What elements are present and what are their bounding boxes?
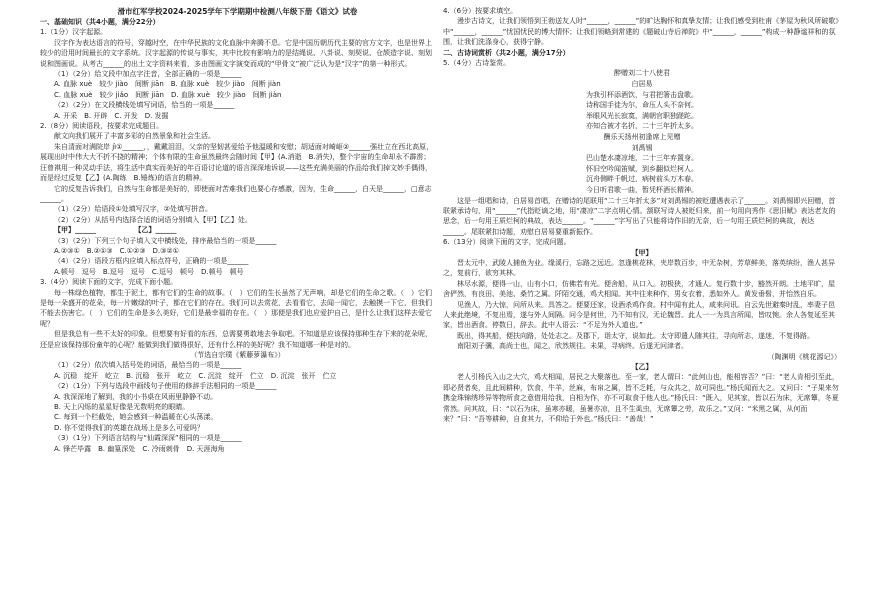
left-line: 汉字作为表达语言的符号，穿越时空，在中华民族的文化血脉中奔腾不息。它是中国历朝历代主要的官方文字，也是世界上较少的沿用时间最长的文字系统。汉字起源的传说与事实，其中比较有影响力的是结绳说、八卦说、刻契说、仓颉造字说、刻划说和图画说。从考古______的出土文字资料来看，多由图画文字演变而成的“甲骨文”被广泛认为是“汉字”的第一种形式。 [40,38,432,68]
right-line: 4.（6分）按要求填空。 [443,7,518,15]
left-line: 3.（4分）阅读下面的文字，完成下面小题。 [40,278,178,287]
left-line: A. 锋芒毕露 B. 幽篁深处 C. 冷雨刺骨 D. 天涯海角 [54,444,225,453]
left-line: A.顿号 逗号 B.逗号 逗号 C.逗号 顿号 D.顿号 顿号 [54,267,244,276]
right-line: 晋太元中，武陵人捕鱼为业。缘溪行，忘路之远近。忽逢桃花林，夹岸数百步，中无杂树，芳草鲜美，落英缤纷，渔人甚异之，复前行，欲穷其林。 [443,259,835,278]
right-line: 【甲】 [631,248,653,257]
left-line: 每一株绿色植物，都生于泥土，都有它们的生命的故事。（ ）它们的生长虽然了无声响，却是它们的生命之歌。（ ）它们是每一朵盛开的花朵，每一片嫩绿的叶子，都在它们的存在。我们可以去赏花，去看看它，去闻一闻它，去触摸一下它，但我们不能去伤害它。（ ）它们的生命是多么美好，它们是最幸福的存在。（ ）那便是我们也应爱护自己，是什么让我们这样去爱它呢？ [40,288,432,328]
right-line: 怀旧空吟闻笛赋，到乡翻似烂柯人。 [586,164,698,173]
left-line: 1.（1分）汉字起源。 [40,28,108,37]
left-line: 一、基础知识（共4小题，满分22分） [40,18,160,26]
left-line: （3）（2分）下列三个句子填入文中横线处，排序最恰当的一项是______ [54,236,277,245]
right-line: 这是一组唱和诗，白居易首唱，在赠诗的尾联用“二十三年折太多”对刘禹锡的被贬遭遇表示了______。刘禹锡即兴回赠，首联紧承诗句，用“______”代指贬谪之地，用“凄凉”二字点明心情。颔联写诗人被贬归来，前一句用向秀作《思旧赋》表达老友的思念，后一句用王质烂柯的典故，表达______。“______”字写出了只能将诗作旧的无奈，后一句用王质烂柯的典故，表达______。尾联紧扣诗题，劝慰白居易要重新振作。 [443,196,836,236]
left-line: A. 血脉 xuè 较少 jiào 间断 jiān B. 血脉 xuè 较少 jiào 间断 jiàn [54,80,281,89]
right-line: 【乙】 [631,363,653,372]
right-line: 二、古诗词赏析（共2小题，满分17分） [443,48,570,57]
right-line: 5.（4分）古诗鉴赏。 [443,59,511,68]
left-column [40,6,435,454]
left-line: （3）（1分）下列语言结构与“仙霞深深”相同的一项是______ [54,434,242,443]
left-line: （4）（2分）语段方框内应填入标点符号，正确的一项是______ [54,257,249,266]
left-line: （1）（2分）依次填入括号处的词语，最恰当的一项是______ [54,361,242,370]
left-line: （2）（1分）下列与选段中画线句子使用的修辞手法相同的一项是______ [54,382,277,391]
right-column [443,6,841,425]
left-line: C. 每到一个栏截处，她会感到一种温暖在心头荡漾。 [54,413,218,422]
right-line: 既出，得其船，便扶向路，处处志之。及郡下，诣太守，说如此。太守即遣人随其往，寻向所志，遂迷，不复得路。 [457,331,814,340]
left-line: 它的反复告诉我们，自然与生命都是美好的，即使面对苦难我们也要心存感激，因为，生命______，白天是______，□意志______。 [40,184,432,203]
left-line: A. 开采 B. 开辟 C. 开发 D. 发掘 [54,111,169,120]
left-line: 滑市红军学校2024-2025学年下学期期中检测八年级下册《语文》试卷 [117,7,358,16]
left-line: 献文向我们展开了丰富多彩的自然景象和社会生活。 [54,132,215,141]
right-line: 南阳刘子骥，高尚士也，闻之，欣然规往。未果，寻病终。后遂无问津者。 [457,342,688,351]
right-line: 林尽水源，便得一山，山有小口，仿佛若有光。便舍船，从口入。初极狭，才通人。复行数十步，豁然开朗。土地平旷，屋舍俨然，有良田、美池、桑竹之属。阡陌交通，鸡犬相闻。其中往来种作，男女衣着，悉如外人。黄发垂髫，并怡然自乐。 [443,279,835,299]
right-line: （陶渊明《桃花源记》） [767,352,841,361]
right-line: 老人引杨氏入山之大穴，鸡犬相闻，居民之大聚落也。至一家，老人谓曰：“此何山也，能相容否？”曰：“老人肯相引至此，即必贤者矣，且此间耕种，饮食，牛羊，丝麻，布帛之属，皆不乏耗，与众共之，故可同也。”杨氏闻而大之。又问曰：“子果来勿携金珠锦绣珍异等物所食之意借用给我，自相为作，亦不可取食于他人也。”杨氏曰：“既入，见其家，皆以石为床，无席簟，冬夏常然。问其故，曰：“以石为床，虽寒亦暖，虽暑亦凉，且不生虱虫，无席簟之劳，故乐之。”又问：“米黑之属，从何而来？”曰：“吾等耕种，自食其力，不仰给于外也。”杨氏曰：“善哉！” [443,373,839,424]
right-line: 6.（13分）阅读下面的文字，完成问题。 [443,238,571,247]
right-line: 今日听君歌一曲，暂凭杯酒长精神。 [586,185,698,194]
left-line: （节选自宗璞《紫藤萝瀑布》） [190,351,285,359]
right-line: 举眼风光长寂寞，满朝官职独蹉跎。 [586,111,698,120]
right-line: 沉舟侧畔千帆过，病树前头万木春。 [586,175,698,184]
left-line: （2）（2分）在文段横线处填写词语，恰当的一项是______ [54,101,235,110]
right-line: 漫步古诗文，让我们领悟到王勃送友人时“______，______”的旷达胸怀和真挚友情；让我们感受到杜甫《茅屋为秋风所破歌》中“______，______”忧国忧民的博大情怀；让我们领略到常建的《题破山寺后禅院》中“______，______”构成一种静谧祥和的氛围，让我们洗涤身心，获得宁静。 [443,17,839,47]
right-line: 诗称国手徒为尔，命压人头不奈何。 [586,101,698,110]
right-line: 亦知合被才名折，二十三年折太多。 [586,122,698,131]
left-line: C. 血脉 xuè 较少 jiǎo 间断 jiān D. 血脉 xuè 较少 jiào 间断 jiàn [54,90,282,99]
left-line: （2）（2分）从括号内选择合适的词语分别填入【甲】【乙】处。 [54,215,252,224]
left-line: 朱自清面对满院岸 jì①______，，戴戴泪泪，父亲的坚韧甚爱给予他温暖和安慰；胡适面对崎岖②______强壮立在西北高原，展现出时中伟大大不折不挠的精神；个体有限的生命虽然最终会随时间【甲】(A.消逝 B.消失)，整个宇宙的生命却永不霹雳；汪曾祺用一种灵动手法，将生活中真实而美好的年百语讨论道的语言深深地诉说——这些充满美丽的作品给我们掉文妙手偶得，而是经过反复【乙】(A.陶练 B.锤炼)的语言的精神。 [40,142,434,183]
left-line: A. 沉稳 绽开 屹立 B. 沉稳 张开 屹立 C. 沉淀 绽开 伫立 D. 沉淀 张开 伫立 [54,371,337,380]
left-line: 2.（8分）阅读语段，按要求完成题目。 [40,122,164,131]
right-line: 白居易 [631,80,653,89]
left-line: 但是我总有一些不太好的印象。但想要有好看的东西，总需要勇敢地去争取吧。不知道是应该保持那种生存下来的花朵呢，还是应该保持那份童年的心呢？能做到我们做得很好，还有什么样的美好呢？我不知道哪一种是对的。 [40,330,432,349]
left-line: 【甲】______ 【乙】______ [54,226,177,235]
right-line: 醉赠刘二十八使君 [614,69,670,78]
right-line: 为我引杯添酒饮，与君把箸击盘歌。 [586,90,698,99]
right-line: 见渔人，乃大惊，问所从来。具答之。便要还家，设酒杀鸡作食。村中闻有此人，咸来问讯。自云先世避秦时乱，率妻子邑人来此绝境，不复出焉，遂与外人间隔。问今是何世，乃不知有汉，无论魏晋。此人一一为具言所闻，皆叹惋。余人各复延至其家，皆出酒食。停数日，辞去。此中人语云：“不足为外人道也。” [443,300,835,330]
left-line: （1）（2分）给语段①处填写汉字，②处填写拼音。 [54,205,212,214]
right-line: 刘禹锡 [631,143,653,152]
left-line: A. 我深深地了解到，我的小书桌在风雨里静静不动。 [54,392,218,401]
right-line: 巴山楚水凄凉地，二十三年弃置身。 [586,154,698,163]
left-line: B. 天上闪烁的星星好像是无数明亮的眼睛。 [54,403,190,412]
left-line: A.②③① B.②①③ C.①②③ D.③②① [54,246,179,255]
left-line: （1）（2分）给文段中加点字注音，全部正确的一项是______ [54,70,242,79]
right-line: 酬乐天扬州初逢席上见赠 [603,133,681,141]
left-line: D. 你不觉得我们的英雄在战场上是多么可爱吗？ [54,423,204,432]
